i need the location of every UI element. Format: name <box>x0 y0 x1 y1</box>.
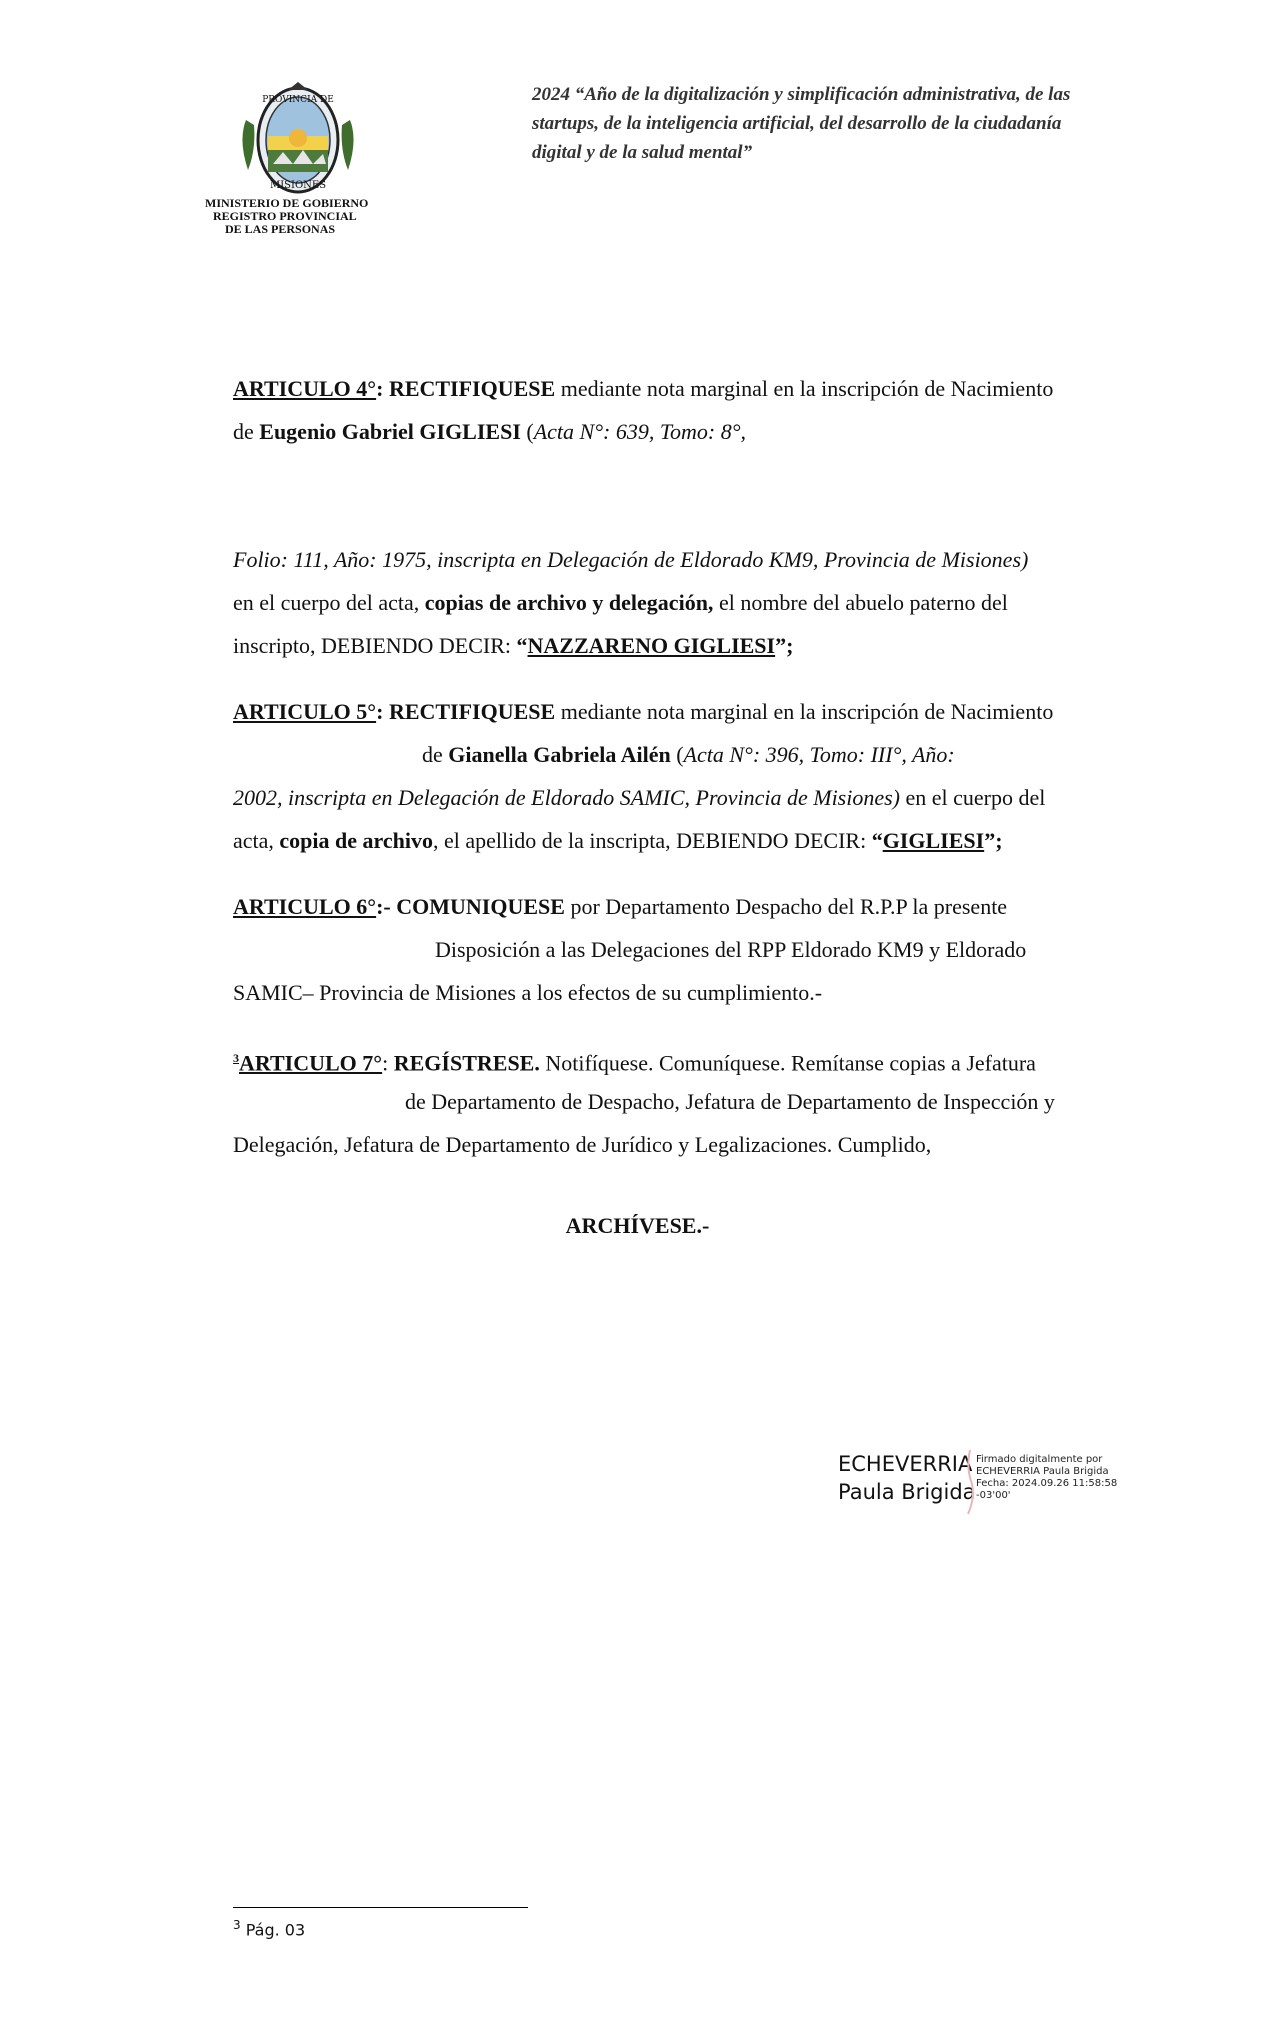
article-heading: ARTICULO 7° <box>239 1050 383 1076</box>
seal-top-text: PROVINCIA DE <box>262 95 334 105</box>
article-verb: COMUNIQUESE <box>396 894 565 919</box>
motto-line: 2024 “Año de la digitalización y simplificación administrativa, de las <box>532 84 1071 105</box>
article-4-line-1: ARTICULO 4°: RECTIFIQUESE mediante nota marginal en la inscripción de Nacimiento <box>233 376 1054 401</box>
signature-stroke-icon <box>963 1448 977 1518</box>
seal-bottom-text: MISIONES <box>269 180 327 191</box>
article-7-line-2: de Departamento de Despacho, Jefatura de Departamento de Inspección y <box>405 1089 1055 1114</box>
article-6-line-3: SAMIC– Provincia de Misiones a los efectos de su cumplimiento.- <box>233 980 823 1005</box>
person-name: Eugenio Gabriel GIGLIESI <box>259 419 521 444</box>
footnote-text: Pág. 03 <box>240 1920 306 1940</box>
article-4-line-4: en el cuerpo del acta, copias de archivo y delegación, el nombre del abuelo paterno del <box>233 590 1008 615</box>
article-4-line-3: Folio: 111, Año: 1975, inscripta en Delegación de Eldorado KM9, Provincia de Misiones) <box>233 547 1029 572</box>
article-heading: ARTICULO 6° <box>233 894 377 919</box>
ministry-block <box>205 197 405 236</box>
article-5-line-4: acta, copia de archivo, el apellido de la inscripta, DEBIENDO DECIR: “GIGLIESI”; <box>233 828 1003 853</box>
ministry-line: MINISTERIO DE GOBIERNO <box>205 196 369 210</box>
footnote-number: 3 <box>233 1918 241 1932</box>
article-verb: REGÍSTRESE. <box>393 1050 540 1076</box>
article-5-line-2: de Gianella Gabriela Ailén (Acta N°: 396, Tomo: III°, Año: <box>422 742 955 767</box>
article-5-line-1: ARTICULO 5°: RECTIFIQUESE mediante nota marginal en la inscripción de Nacimiento <box>233 699 1054 724</box>
ministry-line: REGISTRO PROVINCIAL <box>213 209 357 223</box>
corrected-value: GIGLIESI <box>882 828 985 853</box>
motto-line: startups, de la inteligencia artificial, del desarrollo de la ciudadanía <box>532 113 1062 134</box>
signature-details: Firmado digitalmente por ECHEVERRIA Paula Brigida Fecha: 2024.09.26 11:58:58 -03'00' <box>976 1454 1118 1501</box>
footnote <box>233 1918 305 1939</box>
province-seal-logo <box>238 80 358 200</box>
article-5-line-3: 2002, inscripta en Delegación de Eldorado SAMIC, Provincia de Misiones) en el cuerpo del <box>233 785 1046 810</box>
footnote-reference: 3 <box>233 1051 239 1065</box>
article-4-line-2: de Eugenio Gabriel GIGLIESI (Acta N°: 639, Tomo: 8°, <box>233 419 747 444</box>
article-verb: RECTIFIQUESE <box>388 376 556 401</box>
motto-line: digital y de la salud mental” <box>532 142 753 163</box>
digital-signature <box>838 1448 1118 1518</box>
year-motto <box>532 80 1132 167</box>
signer-surname: ECHEVERRIA <box>838 1452 973 1476</box>
signer-given-names: Paula Brigida <box>838 1480 976 1504</box>
person-name: Gianella Gabriela Ailén <box>448 742 671 767</box>
article-heading: ARTICULO 4° <box>233 376 377 401</box>
closing-archive: ARCHÍVESE.- <box>565 1213 710 1238</box>
article-7-line-3: Delegación, Jefatura de Departamento de Jurídico y Legalizaciones. Cumplido, <box>233 1132 932 1157</box>
ministry-line: DE LAS PERSONAS <box>225 222 336 236</box>
article-6-line-2: Disposición a las Delegaciones del RPP Eldorado KM9 y Eldorado <box>435 937 1027 962</box>
article-heading: ARTICULO 5° <box>233 699 377 724</box>
article-6-line-1: ARTICULO 6°:- COMUNIQUESE por Departamento Despacho del R.P.P la presente <box>233 894 1008 919</box>
article-7-line-1: $^3$ARTICULO 7°: REGÍSTRESE. Notifíquese. Comuníquese. Remítanse copias a Jefatura <box>233 1050 1036 1076</box>
corrected-value: NAZZARENO GIGLIESI <box>527 633 776 658</box>
article-4-line-5: inscripto, DEBIENDO DECIR: “NAZZARENO GIGLIESI”; <box>233 633 794 658</box>
footnote-divider <box>233 1907 528 1908</box>
article-verb: RECTIFIQUESE <box>388 699 556 724</box>
